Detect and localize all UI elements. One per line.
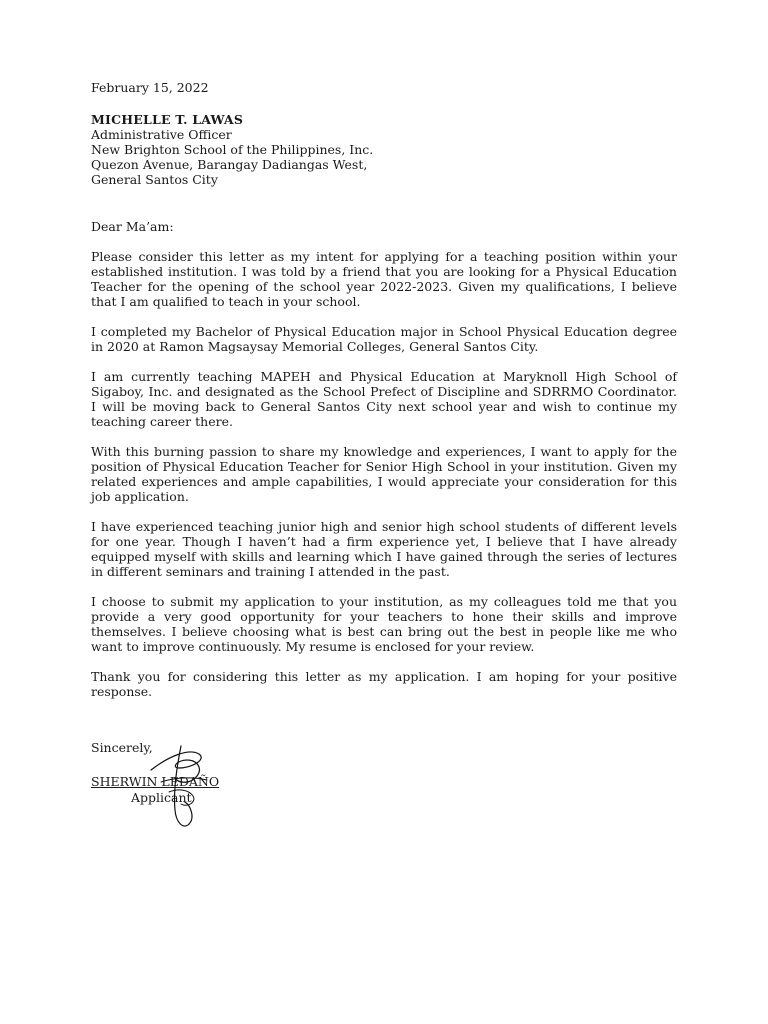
signatory-name: SHERWIN LEDAÑO bbox=[91, 774, 220, 789]
body-paragraph: Thank you for considering this letter as my application. I am hoping for your positive response. bbox=[91, 669, 677, 699]
recipient-address-line: Quezon Avenue, Barangay Dadiangas West, bbox=[91, 157, 368, 172]
recipient-title: Administrative Officer bbox=[91, 127, 232, 142]
recipient-name: MICHELLE T. LAWAS bbox=[91, 112, 244, 127]
closing: Sincerely, bbox=[91, 740, 153, 755]
body-paragraph: I have experienced teaching junior high and senior high school students of different levels for one year. Though I haven’t had a firm experience yet, I believe that I have already equipped myself with skills and learning which I have gained through the series of lectures in different seminars and training I attended in the past. bbox=[91, 519, 677, 579]
body-paragraph: I choose to submit my application to your institution, as my colleagues told me that you provide a very good opportunity for your teachers to hone their skills and improve themselves. I believe choosing what is best can bring out the best in people like me who want to improve continuously. My resume is enclosed for your review. bbox=[91, 594, 677, 654]
signatory-title: Applicant bbox=[131, 790, 192, 805]
recipient-city: General Santos City bbox=[91, 172, 218, 187]
body-paragraph: I am currently teaching MAPEH and Physical Education at Maryknoll High School of Sigaboy, Inc. and designated as the School Prefect of Discipline and SDRRMO Coordinator. I will be moving back to General Santos City next school year and wish to continue my teaching career there. bbox=[91, 369, 677, 429]
body-paragraph: Please consider this letter as my intent for applying for a teaching position within your established institution. I was told by a friend that you are looking for a Physical Education Teacher for the opening of the school year 2022-2023. Given my qualifications, I believe that I am qualified to teach in your school. bbox=[91, 249, 677, 309]
body-paragraph: I completed my Bachelor of Physical Education major in School Physical Education degree in 2020 at Ramon Magsaysay Memorial Colleges, General Santos City. bbox=[91, 324, 677, 354]
salutation: Dear Ma’am: bbox=[91, 219, 174, 234]
letter-date: February 15, 2022 bbox=[91, 80, 209, 95]
body-paragraph: With this burning passion to share my knowledge and experiences, I want to apply for the position of Physical Education Teacher for Senior High School in your institution. Given my related experiences and ample capabilities, I would appreciate your consideration for this job application. bbox=[91, 444, 677, 504]
recipient-organization: New Brighton School of the Philippines, Inc. bbox=[91, 142, 374, 157]
letter-body bbox=[91, 249, 677, 714]
letter-page bbox=[91, 0, 677, 1024]
recipient-block bbox=[91, 112, 373, 187]
